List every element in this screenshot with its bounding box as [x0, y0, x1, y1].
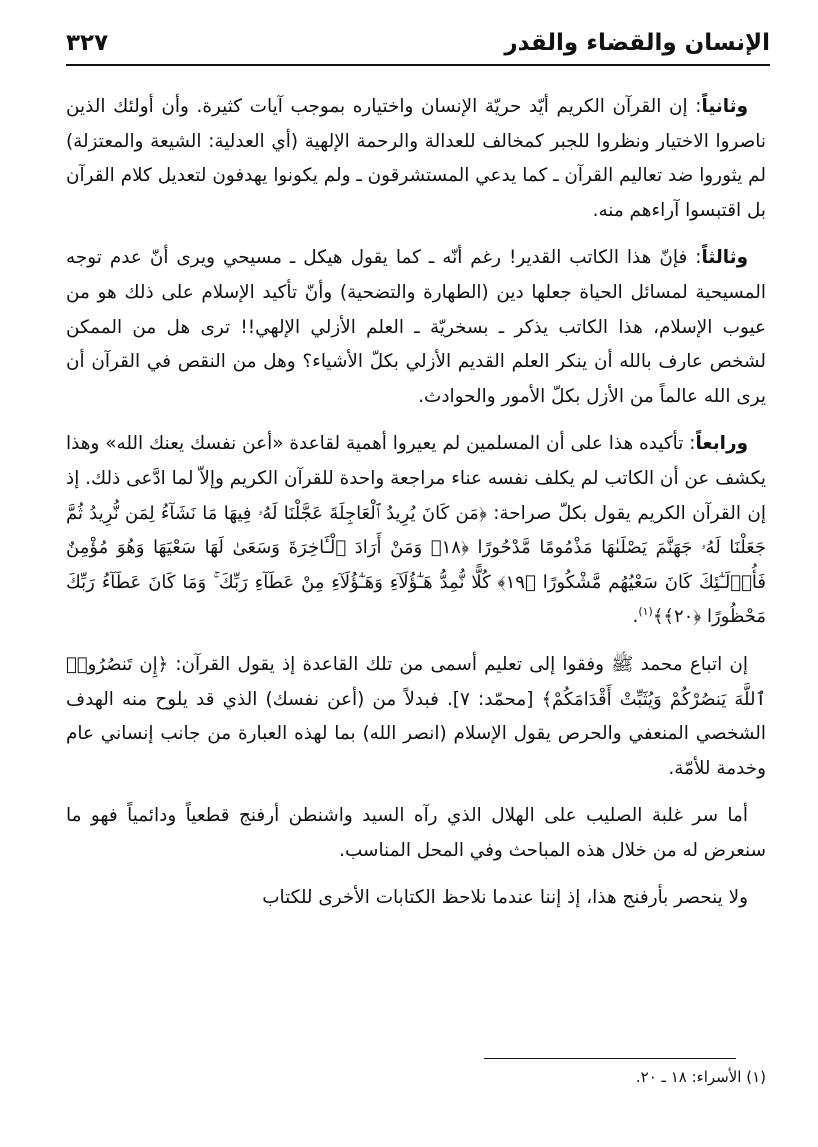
footnote-reference: (١)	[638, 605, 653, 619]
paragraph-text: : إن القرآن الكريم أيّد حريّة الإنسان واختياره بموجب آيات كثيرة. وأن أولئك الذين ناصروا الاختيار ونظروا للجبر كمخالف للعدالة والرحمة الإلهية (أي العدلية: الشيعة والمعتزلة) لم يثوروا ضد تعاليم القرآن ـ كما يدعي المستشرقون ـ ولم يكونوا يهدفون لتعديل كلام القرآن بل اقتبسوا آراءهم منه.	[66, 96, 766, 221]
quran-verse: ﴿إِن تَنصُرُوا۟ ٱللَّهَ يَنصُرْكُمْ وَيُثَبِّتْ أَقْدَامَكُمْ﴾	[66, 653, 766, 710]
paragraph-secondly	[66, 90, 766, 228]
footnote: (١) الأسراء: ١٨ ـ ٢٠.	[635, 1068, 766, 1086]
paragraph-lead: وثانياً	[701, 96, 748, 117]
body-text	[66, 90, 766, 929]
paragraph-lead: ورابعاً	[695, 433, 748, 455]
paragraph-followers	[66, 648, 766, 786]
paragraph-text-end: [محمّد: ٧]. فبدلاً من (أعن نفسك) الذي قد يلوح منه الهدف الشخصي المنعفي والحرص يقول الإسلام (انصر الله) بما لهذه العبارة من جانب إنساني عام وخدمة للأمّة.	[66, 688, 766, 779]
page-header	[66, 28, 770, 66]
paragraph-lead: وثالثاً	[701, 247, 748, 269]
paragraph-irving	[66, 881, 766, 916]
paragraph-cross-crescent	[66, 799, 766, 868]
paragraph-text-end: .	[632, 606, 639, 628]
paragraph-text: أما سر غلبة الصليب على الهلال الذي رآه السيد واشنطن أرفنج قطعياً ودائمياً فهو ما سنعرض له من خلال هذه المباحث وفي المحل المناسب.	[66, 805, 766, 861]
quran-verse: ﴿مَن كَانَ يُرِيدُ ٱلْعَاجِلَةَ عَجَّلْنَا لَهُۥ فِيهَا مَا نَشَآءُ لِمَن نُّرِيدُ ثُمَّ جَعَلْنَا لَهُۥ جَهَنَّمَ يَصْلَىٰهَا مَذْمُومًا مَّدْحُورًا ﴿١٨﴾ وَمَنْ أَرَادَ ٱلْـَٔاخِرَةَ وَسَعَىٰ لَهَا سَعْيَهَا وَهُوَ مُؤْمِنٌ فَأُو۟لَـٰٓئِكَ كَانَ سَعْيُهُم مَّشْكُورًا ﴿١٩﴾ كُلًّا نُّمِدُّ هَـٰٓؤُلَآءِ وَهَـٰٓؤُلَآءِ مِنْ عَطَآءِ رَبِّكَ ۚ وَمَا كَانَ عَطَآءُ رَبِّكَ مَحْظُورًا ﴿٢٠﴾﴾	[66, 502, 766, 628]
paragraph-text: إن اتباع محمد ﷺ وفقوا إلى تعليم أسمى من تلك القاعدة إذ يقول القرآن:	[168, 653, 748, 675]
page-number: ٣٢٧	[66, 30, 109, 56]
running-title: الإنسان والقضاء والقدر	[504, 30, 770, 56]
paragraph-fourthly	[66, 427, 766, 635]
paragraph-text: : فإنّ هذا الكاتب القدير! رغم أنّه ـ كما يقول هيكل ـ مسيحي ويرى أنّ عدم توجه المسيحية لمسائل الحياة جعلها دين (الطهارة والتضحية) وأنّ تأكيد الإسلام على ذلك هو من عيوب الإسلام، هذا الكاتب يذكر ـ بسخريّة ـ العلم الأزلي الإلهي!! ترى هل من الممكن لشخص عارف بالله أن ينكر العلم القديم الأزلي بكلّ الأشياء؟ وهل من النقص في القرآن أن يرى الله عالماً من الأزل بكلّ الأمور والحوادث.	[66, 247, 766, 407]
paragraph-text: ولا ينحصر بأرفنج هذا، إذ إننا عندما نلاحظ الكتابات الأخرى للكتاب	[262, 887, 748, 909]
paragraph-thirdly	[66, 241, 766, 414]
paragraph-text: : تأكيده هذا على أن المسلمين لم يعيروا أهمية لقاعدة «أعن نفسك يعنك الله» وهذا يكشف عن أن الكاتب لم يكلف نفسه عناء مراجعة واحدة للقرآن الكريم وإلاّ لما ادَّعى ذلك. إذ إن القرآن الكريم يقول بكلّ صراحة:	[66, 433, 766, 524]
footnote-divider	[484, 1058, 736, 1059]
